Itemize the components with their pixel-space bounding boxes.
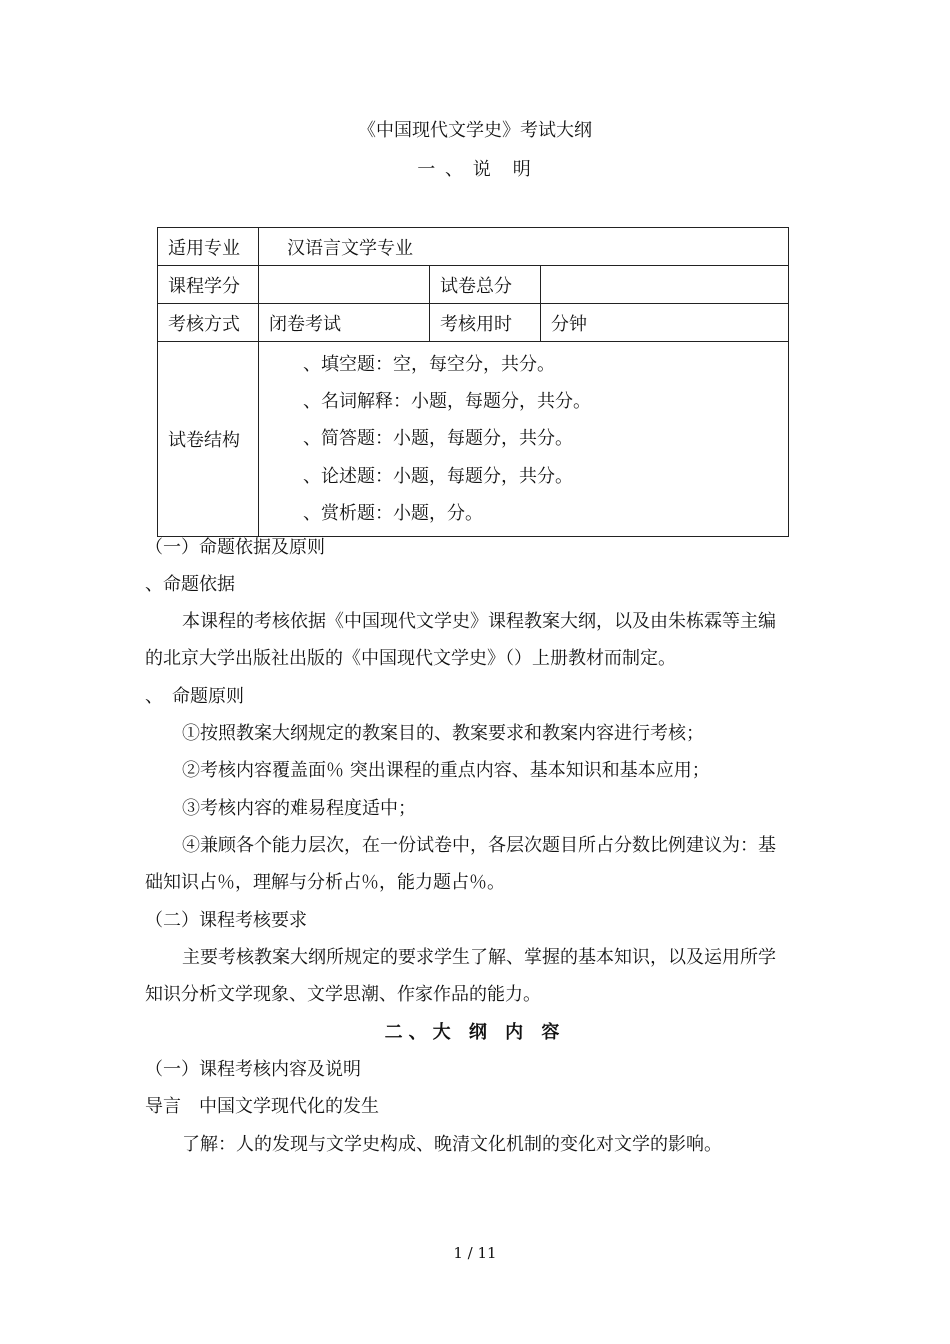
chapter-title: 导言 中国文学现代化的发生 xyxy=(145,1096,379,1117)
structure-item: 、名词解释：小题，每题分，共分。 xyxy=(303,391,591,413)
structure-item: 、填空题：空，每空分，共分。 xyxy=(303,354,555,375)
major-value: 汉语言文学专业 xyxy=(259,228,789,266)
principle-item: ③考核内容的难易程度适中； xyxy=(182,798,416,819)
paragraph-line: 主要考核教案大纲所规定的要求学生了解、掌握的基本知识，以及运用所学 xyxy=(182,947,776,968)
section-heading-explanation: 一 、 说 明 xyxy=(417,159,533,180)
structure-label: 试卷结构 xyxy=(158,342,259,537)
structure-item: 、论述题：小题，每题分，共分。 xyxy=(303,465,573,487)
page-number: 1 / 11 xyxy=(453,1244,497,1262)
heading-principles: 、 命题原则 xyxy=(145,686,244,707)
exam-info-table xyxy=(157,227,789,537)
paragraph-line: 了解：人的发现与文学史构成、晚清文化机制的变化对文学的影响。 xyxy=(182,1134,722,1155)
heading-basis: 、命题依据 xyxy=(145,574,235,595)
principle-item: ④兼顾各个能力层次，在一份试卷中，各层次题目所占分数比例建议为：基 xyxy=(182,835,776,856)
table-row xyxy=(158,266,789,304)
heading-requirements: （二）课程考核要求 xyxy=(145,910,307,931)
section-heading-outline: 二、大 纲 内 容 xyxy=(384,1022,566,1043)
structure-items xyxy=(259,342,789,537)
heading-basis-principles: （一）命题依据及原则 xyxy=(145,537,325,558)
major-label: 适用专业 xyxy=(158,228,259,266)
total-score-value xyxy=(541,266,789,304)
total-score-label: 试卷总分 xyxy=(430,266,541,304)
principle-item: ②考核内容覆盖面％ 突出课程的重点内容、基本知识和基本应用； xyxy=(182,760,710,781)
exam-method-value: 闭卷考试 xyxy=(259,304,430,342)
paragraph-line: 本课程的考核依据《中国现代文学史》课程教案大纲，以及由朱栋霖等主编 xyxy=(182,611,776,632)
credits-value xyxy=(259,266,430,304)
structure-item: 、赏析题：小题，分。 xyxy=(303,502,483,524)
exam-time-label: 考核用时 xyxy=(430,304,541,342)
exam-method-label: 考核方式 xyxy=(158,304,259,342)
paragraph-line: 知识分析文学现象、文学思潮、作家作品的能力。 xyxy=(145,984,541,1005)
paragraph-line: 的北京大学出版社出版的《中国现代文学史》（）上册教材而制定。 xyxy=(145,648,676,669)
principle-item: ①按照教案大纲规定的教案目的、教案要求和教案内容进行考核； xyxy=(182,723,704,744)
structure-item: 、简答题：小题，每题分，共分。 xyxy=(303,428,573,450)
table-row xyxy=(158,228,789,266)
table-row xyxy=(158,342,789,537)
paragraph-line: 础知识占％，理解与分析占％，能力题占％。 xyxy=(145,872,505,893)
table-row xyxy=(158,304,789,342)
credits-label: 课程学分 xyxy=(158,266,259,304)
exam-time-value: 分钟 xyxy=(541,304,789,342)
heading-content: （一）课程考核内容及说明 xyxy=(145,1059,361,1080)
document-title: 《中国现代文学史》考试大纲 xyxy=(358,120,592,141)
